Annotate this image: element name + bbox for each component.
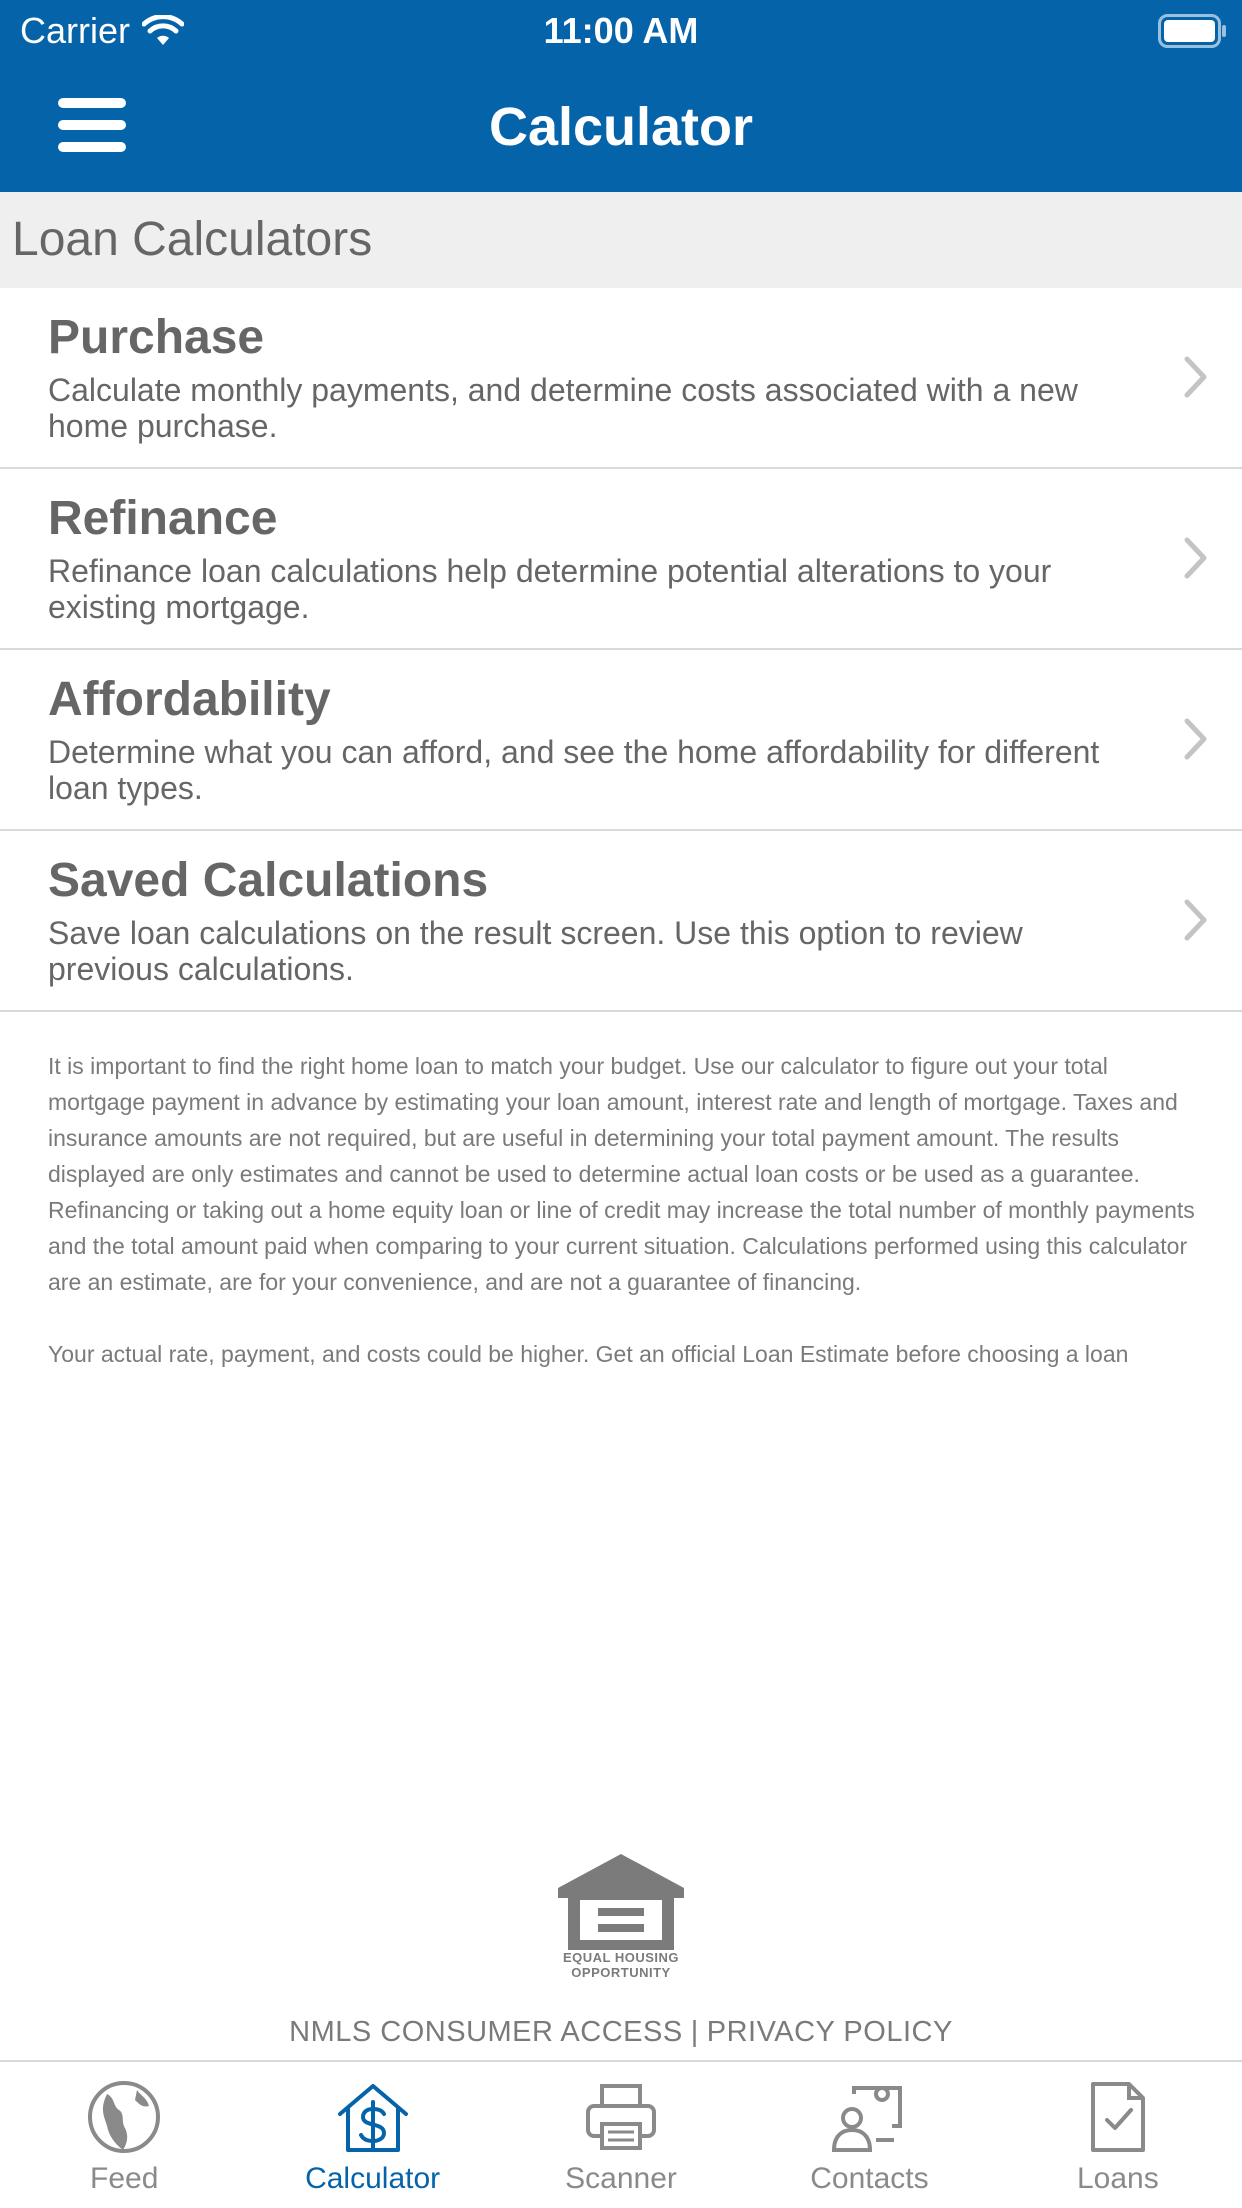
chevron-right-icon — [1182, 897, 1210, 943]
page-title: Calculator — [488, 97, 754, 157]
calculator-item-affordability[interactable] — [0, 650, 1242, 831]
calculator-description: Determine what you can afford, and see the home affordability for different loan types. — [48, 734, 1100, 806]
disclaimer-paragraph: It is important to find the right home loan to match your budget. Use our calculator to figure out your total mortgage payment in advance by estimating your loan amount, interest rate and length of mortgage. Taxes and insurance amounts are not required, but are useful in determining your total payment amount. The results displayed are only estimates and cannot be used to determine actual loan costs or be used as a guarantee. Refinancing or taking out a home equity loan or line of credit may increase the total number of monthly payments and the total amount paid when comparing to your current situation. Calculations performed using this calculator are an estimate, are for your convenience, and are not a guarantee of financing. — [48, 1053, 1195, 1295]
section-header — [0, 192, 1242, 288]
tab-label: Feed — [90, 2162, 159, 2195]
status-bar — [0, 0, 1242, 64]
tab-label: Scanner — [565, 2162, 677, 2195]
tab-label: Contacts — [810, 2162, 929, 2195]
calculator-item-purchase[interactable] — [0, 288, 1242, 469]
nmls-consumer-access-link[interactable]: NMLS CONSUMER ACCESS — [289, 2016, 683, 2048]
tab-scanner[interactable] — [497, 2062, 745, 2208]
status-time: 11:00 AM — [543, 10, 699, 51]
equal-housing-line: EQUAL HOUSING — [562, 1950, 680, 1965]
tab-feed[interactable] — [0, 2062, 248, 2208]
calculator-title: Refinance — [48, 492, 278, 545]
disclaimer-paragraph: Your actual rate, payment, and costs could be higher. Get an official Loan Estimate before choosing a loan — [48, 1341, 1129, 1367]
footer-separator: | — [690, 2016, 699, 2048]
calculator-title: Saved Calculations — [48, 854, 489, 907]
equal-housing-text — [521, 1950, 721, 1980]
calculator-item-refinance[interactable] — [0, 469, 1242, 650]
calculator-description: Save loan calculations on the result screen. Use this option to review previous calculations. — [48, 915, 1023, 987]
carrier-label: Carrier — [20, 10, 131, 51]
tab-contacts[interactable] — [745, 2062, 993, 2208]
chevron-right-icon — [1182, 716, 1210, 762]
globe-icon — [85, 2080, 163, 2154]
app-header — [0, 0, 1242, 192]
section-title: Loan Calculators — [12, 213, 373, 266]
disclaimer-text — [48, 1048, 1198, 1372]
printer-icon — [582, 2080, 660, 2154]
calculator-description: Refinance loan calculations help determine potential alterations to your existing mortgage. — [48, 553, 1052, 625]
calculator-description: Calculate monthly payments, and determine costs associated with a new home purchase. — [48, 372, 1078, 444]
contacts-icon — [830, 2080, 908, 2154]
equal-housing-line: OPPORTUNITY — [571, 1965, 671, 1980]
document-check-icon — [1079, 2080, 1157, 2154]
chevron-right-icon — [1182, 535, 1210, 581]
calculator-list — [0, 288, 1242, 1012]
tab-loans[interactable] — [994, 2062, 1242, 2208]
tab-label: Calculator — [305, 2162, 441, 2195]
privacy-policy-link[interactable]: PRIVACY POLICY — [706, 2016, 953, 2048]
calculator-title: Affordability — [48, 673, 331, 726]
chevron-right-icon — [1182, 354, 1210, 400]
calculator-item-saved-calculations[interactable] — [0, 831, 1242, 1012]
house-dollar-icon — [334, 2080, 412, 2154]
tab-label: Loans — [1076, 2162, 1159, 2195]
tab-bar — [0, 2060, 1242, 2208]
tab-calculator[interactable] — [248, 2062, 496, 2208]
footer-links — [0, 2016, 1242, 2049]
battery-icon — [1158, 14, 1228, 48]
calculator-title: Purchase — [48, 311, 265, 364]
